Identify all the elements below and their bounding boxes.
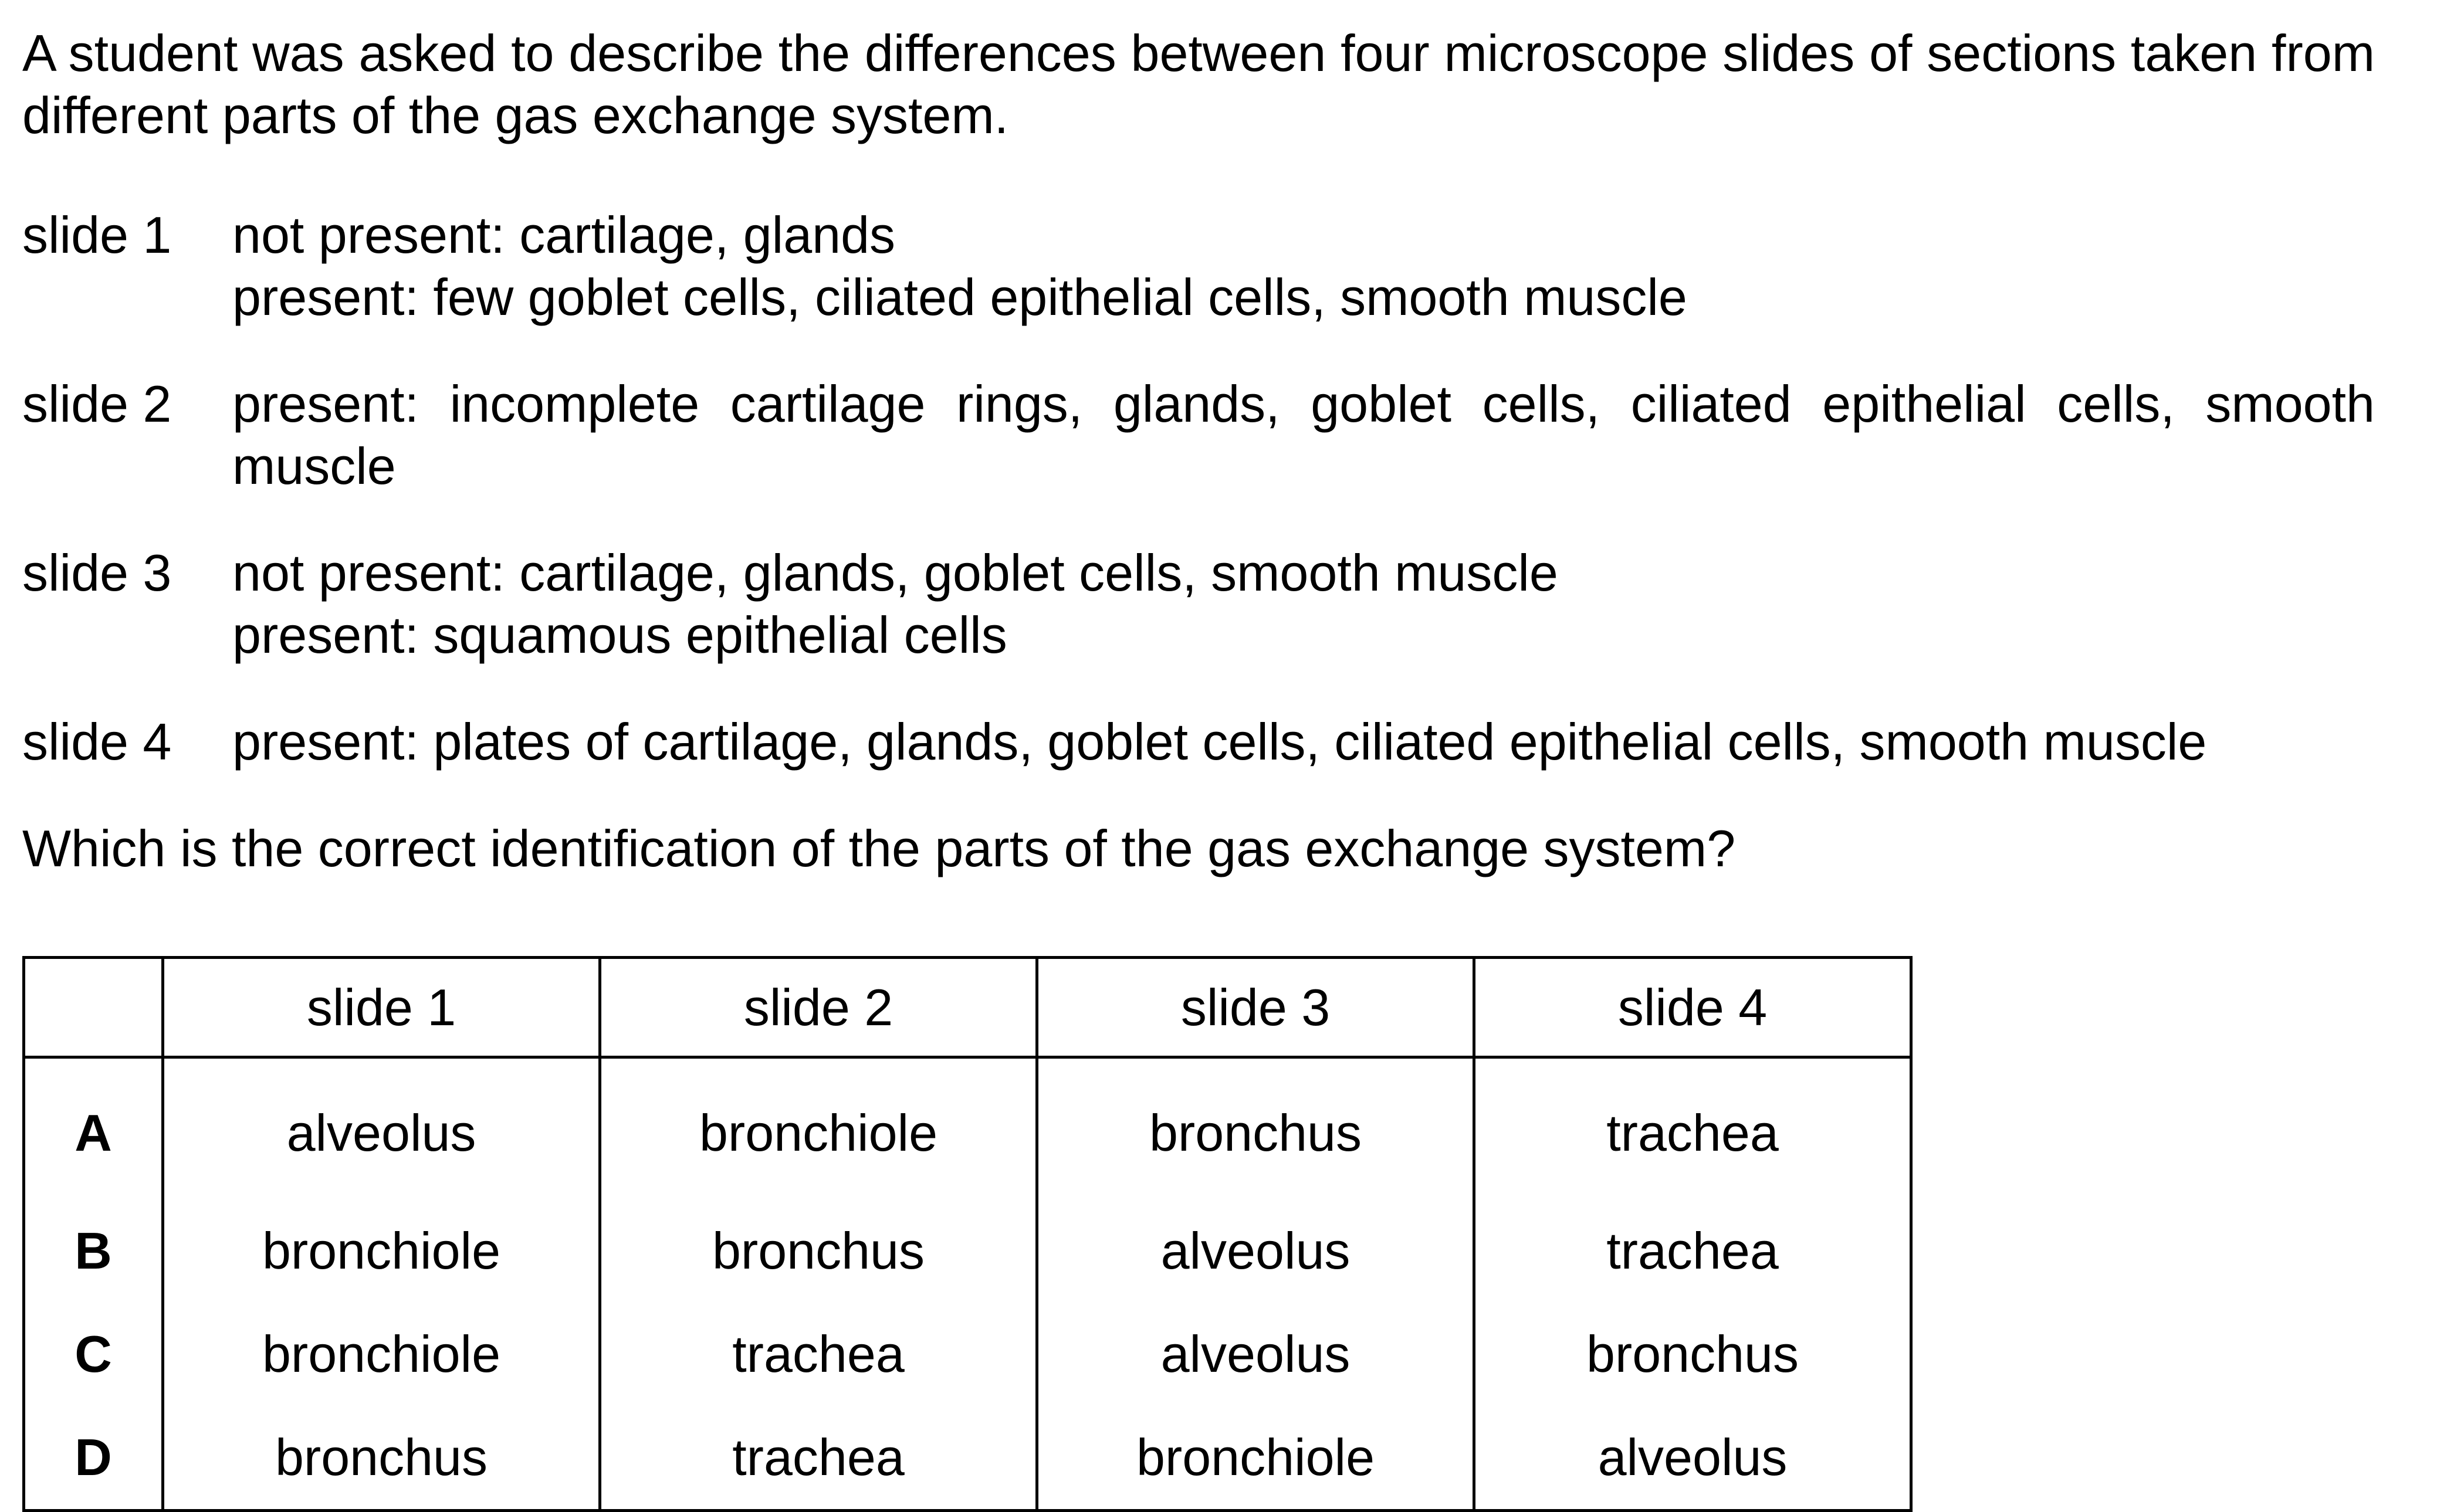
slide-description-3 — [22, 542, 2375, 666]
table-cell: bronchus — [1037, 1057, 1474, 1200]
question-text: Which is the correct identification of the parts of the gas exchange system? — [22, 819, 1736, 877]
option-key: A — [24, 1057, 163, 1200]
question-page — [22, 22, 2375, 1486]
slide-text — [232, 542, 2375, 666]
intro-text: A student was asked to describe the differences between four microscope slides of sections taken from different parts of the gas exchange system. — [22, 24, 2375, 144]
answer-table — [22, 956, 1913, 1512]
slide-label: slide 4 — [22, 713, 172, 771]
slide-description-4 — [22, 711, 2375, 773]
table-cell: alveolus — [1037, 1199, 1474, 1303]
table-cell: bronchiole — [163, 1199, 600, 1303]
slide-label: slide 3 — [22, 544, 172, 602]
header-cell-slide-2: slide 2 — [600, 958, 1037, 1057]
option-key: B — [24, 1199, 163, 1303]
table-cell: bronchiole — [600, 1057, 1037, 1200]
slide-description-2 — [22, 373, 2375, 497]
table-row — [24, 1303, 1911, 1406]
table-row — [24, 1057, 1911, 1200]
table-cell: trachea — [600, 1303, 1037, 1406]
header-cell-slide-3: slide 3 — [1037, 958, 1474, 1057]
slide-label: slide 2 — [22, 375, 172, 433]
table-header-row — [24, 958, 1911, 1057]
slide-label: slide 1 — [22, 206, 172, 264]
option-key: D — [24, 1406, 163, 1511]
slide-line: present: squamous epithelial cells — [232, 606, 1007, 664]
table-cell: alveolus — [163, 1057, 600, 1200]
header-cell-key — [24, 958, 163, 1057]
table-cell: alveolus — [1474, 1406, 1911, 1511]
slide-line: not present: cartilage, glands, goblet cells, smooth muscle — [232, 544, 1558, 602]
table-cell: bronchiole — [163, 1303, 600, 1406]
table-cell: bronchus — [600, 1199, 1037, 1303]
header-cell-slide-4: slide 4 — [1474, 958, 1911, 1057]
slide-text — [232, 373, 2375, 497]
table-cell: bronchus — [163, 1406, 600, 1511]
table-cell: trachea — [1474, 1057, 1911, 1200]
table-cell: alveolus — [1037, 1303, 1474, 1406]
table-row — [24, 1406, 1911, 1511]
slide-descriptions — [22, 204, 2375, 773]
slide-line: present: incomplete cartilage rings, glands, goblet cells, ciliated epithelial cells, smooth muscle — [232, 375, 2375, 495]
table-cell: bronchus — [1474, 1303, 1911, 1406]
slide-line: present: plates of cartilage, glands, goblet cells, ciliated epithelial cells, smooth muscle — [232, 713, 2207, 771]
table-row — [24, 1199, 1911, 1303]
table-cell: trachea — [1474, 1199, 1911, 1303]
slide-text — [232, 711, 2375, 773]
table-cell: trachea — [600, 1406, 1037, 1511]
slide-description-1 — [22, 204, 2375, 328]
header-cell-slide-1: slide 1 — [163, 958, 600, 1057]
slide-line: not present: cartilage, glands — [232, 206, 896, 264]
slide-line: present: few goblet cells, ciliated epithelial cells, smooth muscle — [232, 268, 1687, 326]
slide-text — [232, 204, 2375, 328]
table-cell: bronchiole — [1037, 1406, 1474, 1511]
option-key: C — [24, 1303, 163, 1406]
